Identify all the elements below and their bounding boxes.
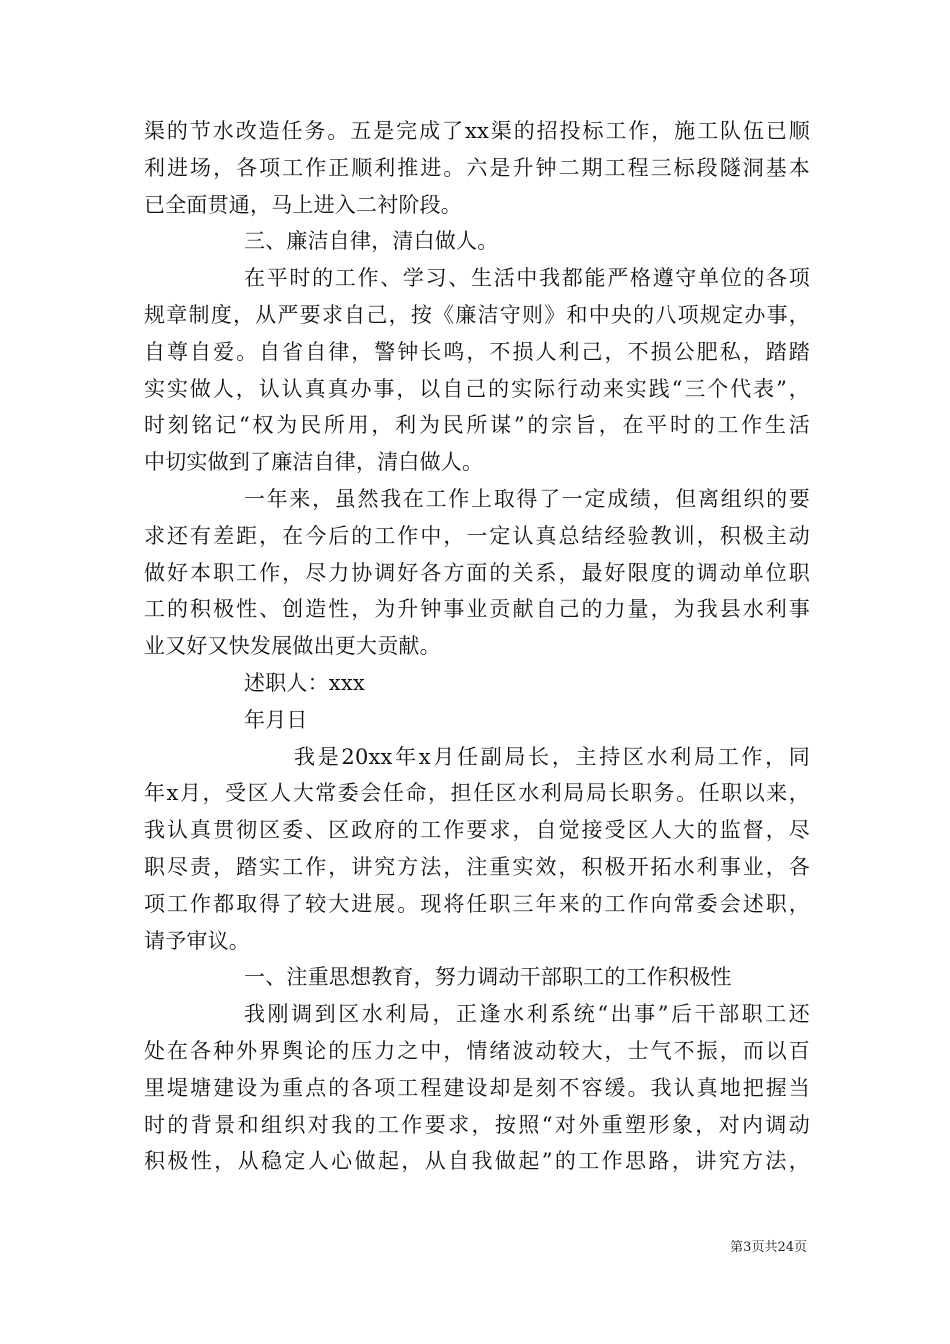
- text-line: 职尽责，踏实工作，讲究方法，注重实效，积极开拓水利事业，各: [144, 854, 810, 879]
- section-heading: 三、廉洁自律，清白做人。: [244, 229, 499, 254]
- text-line: 自尊自爱。自省自律，警钟长鸣，不损人利己，不损公肥私，踏踏: [144, 339, 810, 364]
- text-line: 年x月，受区人大常委会任命，担任区水利局局长职务。任职以来，: [144, 781, 810, 806]
- text-line: 做好本职工作，尽力协调好各方面的关系，最好限度的调动单位职: [144, 560, 810, 585]
- section-heading: 一、注重思想教育，努力调动干部职工的工作积极性: [244, 965, 732, 990]
- text-line: 在平时的工作、学习、生活中我都能严格遵守单位的各项: [244, 266, 810, 291]
- page-number-footer: 第3页共24页: [730, 1240, 807, 1255]
- text-line: 我刚调到区水利局，正逢水利系统“出事”后干部职工还: [244, 1002, 810, 1027]
- text-line: 时刻铭记“权为民所用，利为民所谋”的宗旨，在平时的工作生活: [144, 413, 810, 438]
- text-line: 渠的节水改造任务。五是完成了xx渠的招投标工作，施工队伍已顺: [144, 119, 810, 143]
- text-line: 已全面贯通，马上进入二衬阶段。: [144, 192, 462, 217]
- text-line: 时的背景和组织对我的工作要求，按照“对外重塑形象，对内调动: [144, 1112, 810, 1137]
- text-line: 里堤塘建设为重点的各项工程建设却是刻不容缓。我认真地把握当: [144, 1075, 810, 1100]
- text-line: 中切实做到了廉洁自律，清白做人。: [144, 450, 484, 475]
- text-line: 利进场，各项工作正顺利推进。六是升钟二期工程三标段隧洞基本: [144, 155, 810, 180]
- signature-line: 述职人：xxx: [244, 670, 365, 695]
- text-line: 请予审议。: [144, 928, 250, 953]
- text-line: 处在各种外界舆论的压力之中，情绪波动较大，士气不振，而以百: [144, 1038, 810, 1063]
- text-line: 我认真贯彻区委、区政府的工作要求，自觉接受区人大的监督，尽: [144, 818, 810, 843]
- text-line: 一年来，虽然我在工作上取得了一定成绩，但离组织的要: [244, 486, 810, 511]
- date-line: 年月日: [244, 707, 308, 732]
- text-line: 业又好又快发展做出更大贡献。: [144, 634, 441, 659]
- text-line: 项工作都取得了较大进展。现将任职三年来的工作向常委会述职，: [144, 891, 810, 916]
- text-line: 实实做人，认认真真办事，以自己的实际行动来实践“三个代表”，: [144, 376, 810, 401]
- text-line: 规章制度，从严要求自己，按《廉洁守则》和中央的八项规定办事，: [144, 302, 810, 327]
- document-body: [144, 113, 810, 1180]
- text-line: 我是20xx年x月任副局长，主持区水利局工作，同: [294, 744, 810, 769]
- text-line: 积极性，从稳定人心做起，从自我做起”的工作思路，讲究方法，: [144, 1149, 810, 1174]
- text-line: 工的积极性、创造性，为升钟事业贡献自己的力量，为我县水利事: [144, 597, 810, 622]
- text-line: 求还有差距，在今后的工作中，一定认真总结经验教训，积极主动: [144, 523, 810, 548]
